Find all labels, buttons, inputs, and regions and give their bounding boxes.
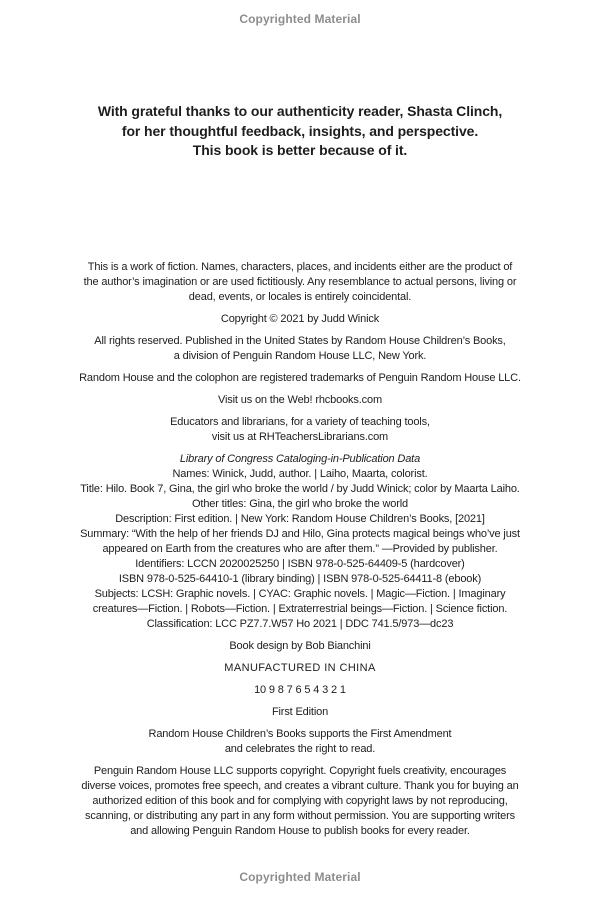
prh-copyright-line: authorized edition of this book and for complying with copyright laws by not reproducing,	[92, 794, 508, 807]
prh-copyright-statement	[0, 764, 600, 839]
fiction-notice	[0, 260, 600, 305]
cip-isbn-line: ISBN 978-0-525-64410-1 (library binding) | ISBN 978-0-525-64411-8 (ebook)	[118, 572, 482, 585]
printing-number-line: 10 9 8 7 6 5 4 3 2 1	[254, 683, 346, 696]
edition-line: First Edition	[271, 705, 329, 718]
cip-heading: Library of Congress Cataloging-in-Publication Data	[179, 452, 421, 465]
cip-classification-line: Classification: LCC PZ7.7.W57 Ho 2021 | DDC 741.5/973—dc23	[146, 617, 454, 630]
educators-notice-line: Educators and librarians, for a variety of teaching tools,	[170, 415, 430, 428]
first-amendment-line: and celebrates the right to read.	[224, 742, 376, 755]
copyright-line: Copyright © 2021 by Judd Winick	[220, 312, 380, 325]
fiction-notice-line: the author’s imagination or are used fictitiously. Any resemblance to actual persons, living or	[83, 275, 517, 288]
cip-subjects-line: creatures—Fiction. | Robots—Fiction. | Extraterrestrial beings—Fiction. | Science fiction.	[92, 602, 508, 615]
prh-copyright-line: diverse voices, promotes free speech, and creates a vibrant culture. Thank you for buying an	[81, 779, 519, 792]
prh-copyright-line: scanning, or distributing any part in any form without permission. You are supporting writers	[85, 809, 515, 822]
cip-summary-line: Summary: “With the help of her friends DJ and Hilo, Gina protects magical beings who’ve just	[80, 527, 520, 540]
manufactured-line: MANUFACTURED IN CHINA	[224, 661, 376, 674]
first-amendment-notice	[0, 727, 600, 757]
dedication-line: for her thoughtful feedback, insights, and perspective.	[121, 122, 479, 139]
first-amendment-line: Random House Children’s Books supports the First Amendment	[148, 727, 452, 740]
fiction-notice-line: dead, events, or locales is entirely coincidental.	[188, 290, 412, 303]
cip-subjects-line: Subjects: LCSH: Graphic novels. | CYAC: Graphic novels. | Magic—Fiction. | Imaginary	[94, 587, 506, 600]
dedication-line: This book is better because of it.	[192, 142, 408, 158]
colophon	[0, 260, 600, 839]
copyrighted-material-bottom: Copyrighted Material	[239, 870, 361, 884]
website-line: Visit us on the Web! rhcbooks.com	[217, 393, 382, 406]
educators-notice	[0, 415, 600, 445]
book-design-credit: Book design by Bob Bianchini	[229, 639, 371, 652]
cip-names-line: Names: Winick, Judd, author. | Laiho, Maarta, colorist.	[172, 467, 428, 480]
cip-identifiers-line: Identifiers: LCCN 2020025250 | ISBN 978-0-525-64409-5 (hardcover)	[135, 557, 465, 570]
prh-copyright-line: Penguin Random House LLC supports copyright. Copyright fuels creativity, encourages	[93, 764, 507, 777]
dedication-line: With grateful thanks to our authenticity reader, Shasta Clinch,	[97, 103, 503, 119]
authenticity-reader-dedication	[0, 102, 600, 161]
publisher-notice	[0, 334, 600, 364]
fiction-notice-line: This is a work of fiction. Names, characters, places, and incidents either are the product of	[87, 260, 513, 273]
educators-notice-line: visit us at RHTeachersLibrarians.com	[211, 430, 389, 443]
trademark-line: Random House and the colophon are registered trademarks of Penguin Random House LLC.	[79, 371, 521, 384]
publisher-notice-line: a division of Penguin Random House LLC, New York.	[173, 349, 427, 362]
cip-description-line: Description: First edition. | New York: Random House Children’s Books, [2021]	[115, 512, 485, 525]
cip-other-titles-line: Other titles: Gina, the girl who broke the world	[192, 497, 408, 510]
cip-summary-line: appeared on Earth from the creatures who are after them.” —Provided by publisher.	[102, 542, 498, 555]
prh-copyright-line: and allowing Penguin Random House to publish books for every reader.	[130, 824, 470, 837]
cip-title-line: Title: Hilo. Book 7, Gina, the girl who broke the world / by Judd Winick; color by Maarta Laiho.	[80, 482, 520, 495]
copyrighted-material-top: Copyrighted Material	[239, 12, 361, 26]
publisher-notice-line: All rights reserved. Published in the United States by Random House Children’s Books,	[94, 334, 506, 347]
cataloging-in-publication-data	[0, 452, 600, 632]
